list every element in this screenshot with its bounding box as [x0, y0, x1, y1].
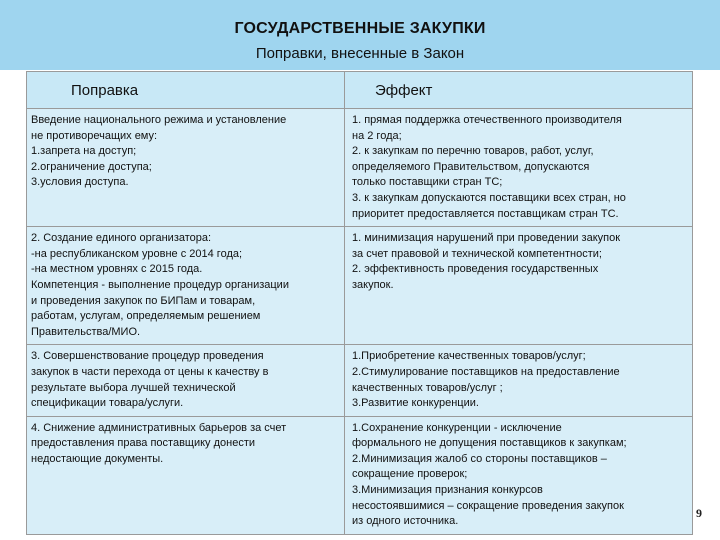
effect-cell-line: из одного источника. [352, 515, 459, 528]
effect-cell-line: только поставщики стран ТС; [352, 176, 503, 189]
table-row [27, 227, 693, 345]
effect-cell-line: закупок. [352, 278, 394, 291]
effect-cell [345, 345, 693, 416]
table-row [27, 109, 693, 227]
effect-cell-line: 2.Минимизация жалоб со стороны поставщиков – [352, 452, 607, 465]
effect-cell-line: 3. к закупкам допускаются поставщики всех стран, но [352, 191, 626, 204]
amendments-table [26, 71, 693, 535]
effect-cell-line: качественных товаров/услуг ; [352, 381, 503, 394]
amendment-cell-line: результате выбора лучшей технической [31, 381, 236, 394]
amendment-cell-line: недостающие документы. [31, 452, 164, 465]
effect-cell [345, 109, 693, 227]
amendment-cell-line: и проведения закупок по БИПам и товарам, [31, 294, 256, 307]
amendment-cell-line: 4. Снижение административных барьеров за счет [31, 421, 287, 434]
table-row [27, 345, 693, 416]
column-header-amendment: Поправка [27, 72, 345, 109]
table-row [27, 416, 693, 534]
effect-cell-line: 2. эффективность проведения государственных [352, 263, 599, 276]
effect-cell [345, 227, 693, 345]
amendment-cell [27, 109, 345, 227]
effect-cell-line: сокращение проверок; [352, 468, 468, 481]
slide-subtitle: Поправки, внесенные в Закон [255, 45, 465, 62]
effect-cell-line: за счет правовой и технической компетентности; [352, 247, 602, 260]
amendment-cell-line: -на республиканском уровне с 2014 года; [31, 247, 243, 260]
amendment-cell-line: закупок в части перехода от цены к качеству в [31, 365, 269, 378]
amendment-cell-line: Компетенция - выполнение процедур организации [31, 278, 289, 291]
amendment-cell [27, 345, 345, 416]
effect-cell-line: 1. минимизация нарушений при проведении закупок [352, 232, 621, 245]
effect-cell-line: на 2 года; [352, 129, 402, 142]
effect-cell-line: 2. к закупкам по перечню товаров, работ, услуг, [352, 145, 594, 158]
amendment-cell-line: 3. Совершенствование процедур проведения [31, 350, 264, 363]
amendment-cell-line: 2.ограничение доступа; [31, 160, 152, 173]
amendment-cell-line: спецификации товара/услуги. [31, 397, 184, 410]
effect-cell-line: 2.Стимулирование поставщиков на предоставление [352, 365, 620, 378]
amendment-cell-line: Введение национального режима и установление [31, 114, 287, 126]
amendment-cell-line: предоставления права поставщику донести [31, 437, 256, 450]
column-header-effect: Эффект [345, 72, 693, 109]
amendment-cell-line: не противоречащих ему: [31, 129, 158, 142]
effect-cell-line: 3.Минимизация признания конкурсов [352, 484, 543, 497]
effect-cell-line: определяемого Правительством, допускаются [352, 160, 590, 173]
amendment-cell-line: работам, услугам, определяемым решением [31, 310, 261, 323]
amendment-cell-line: 2. Создание единого организатора: [31, 232, 212, 245]
amendment-cell-line: Правительства/МИО. [31, 325, 141, 338]
slide-header [0, 0, 720, 70]
amendment-cell [27, 416, 345, 534]
effect-cell-line: формального не допущения поставщиков к закупкам; [352, 437, 627, 450]
table-header-row [27, 72, 693, 109]
effect-cell-line: несостоявшимися – сокращение проведения закупок [352, 499, 624, 512]
amendment-cell-line: 3.условия доступа. [31, 176, 129, 189]
amendment-cell-line: 1.запрета на доступ; [31, 145, 137, 158]
effect-cell-line: приоритет предоставляется поставщикам стран ТС. [352, 207, 619, 220]
page-number: 9 [696, 506, 702, 520]
effect-cell-line: 3.Развитие конкуренции. [352, 397, 479, 410]
effect-cell [345, 416, 693, 534]
effect-cell-line: 1.Сохранение конкуренции - исключение [352, 421, 562, 434]
effect-cell-line: 1. прямая поддержка отечественного производителя [352, 114, 622, 126]
amendment-cell [27, 227, 345, 345]
effect-cell-line: 1.Приобретение качественных товаров/услуг; [352, 350, 586, 363]
slide-title: ГОСУДАРСТВЕННЫЕ ЗАКУПКИ [234, 20, 486, 37]
amendment-cell-line: -на местном уровнях с 2015 года. [31, 263, 203, 276]
